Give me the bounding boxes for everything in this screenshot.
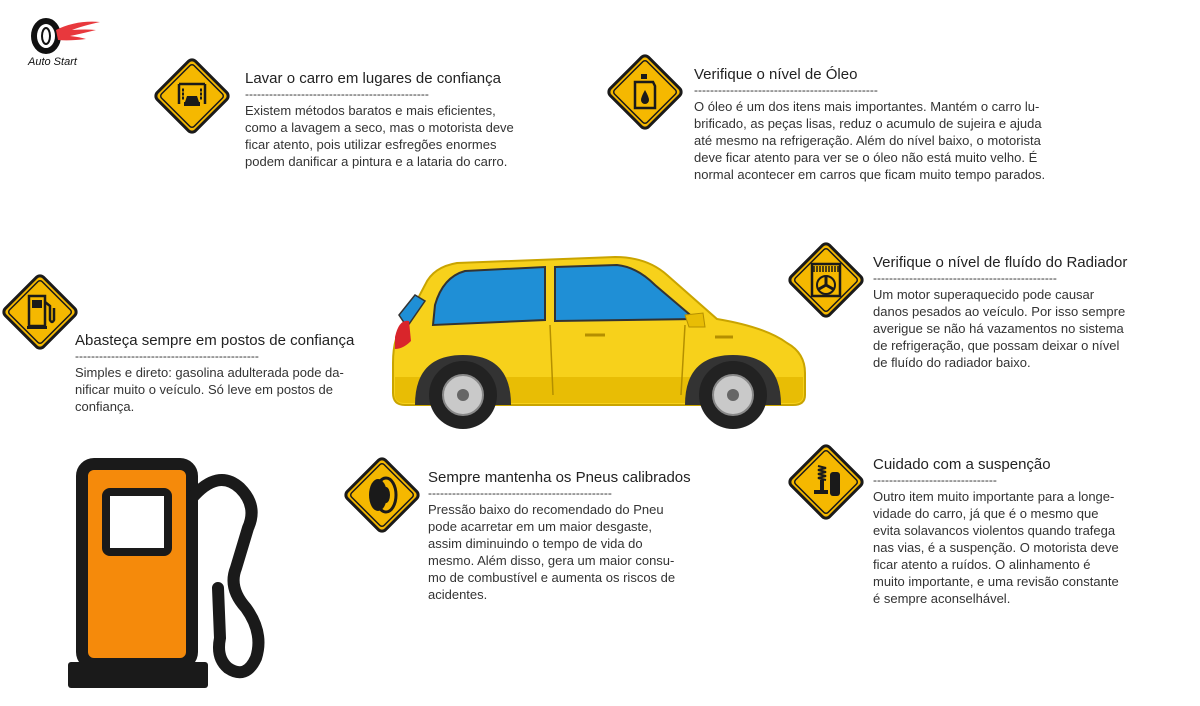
oil-text (694, 98, 1114, 183)
oil-line: O óleo é um dos itens mais importantes. Mantém o carro lu- (694, 99, 1040, 114)
suspension-line: evita solavancos violentos quando trafega (873, 523, 1116, 538)
suspension-line: muito importante, e uma revisão constante (873, 574, 1119, 589)
oil-line: normal acontecer em carros que ficam muito tempo parados. (694, 167, 1046, 182)
radiator-line: de refrigeração, que possam deixar o nível (873, 338, 1120, 353)
fuel-text (75, 364, 375, 415)
tires-section (428, 469, 728, 603)
suspension-line: ficar atento a ruídos. O alinhamento é (873, 557, 1091, 572)
wash-line: Existem métodos baratos e mais eficientes, (245, 103, 496, 118)
auto-start-logo-icon (26, 18, 106, 58)
car-icon (385, 245, 810, 430)
gas-pump-icon (68, 458, 288, 698)
radiator-line: de fluído do radiador baixo. (873, 355, 1031, 370)
radiator-line: Um motor superaquecido pode causar (873, 287, 1095, 302)
fuel-section (75, 332, 375, 415)
tire-sign (342, 455, 422, 540)
tires-line: acidentes. (428, 587, 488, 602)
tires-divider: ---------------------------------------------- (428, 487, 612, 499)
suspension-divider: ------------------------------- (873, 474, 997, 486)
suspension-line: Outro item muito importante para a longe- (873, 489, 1115, 504)
radiator-line: danos pesados ao veículo. Por isso sempre (873, 304, 1126, 319)
fuel-line: confiança. (75, 399, 135, 414)
suspension-section (873, 456, 1173, 607)
wash-divider: ---------------------------------------------- (245, 88, 429, 100)
wash-line: podem danificar a pintura e a lataria do carro. (245, 154, 508, 169)
tires-line: mo de combustível e aumenta os riscos de (428, 570, 676, 585)
oil-divider: ---------------------------------------------- (694, 84, 878, 96)
fuel-line: Simples e direto: gasolina adulterada pode da- (75, 365, 344, 380)
radiator-title: Verifique o nível de fluído do Radiador (873, 254, 1128, 271)
brand-logo (26, 18, 106, 74)
fuel-pump-illustration (68, 458, 288, 703)
car-wash-icon (152, 56, 232, 136)
tires-text (428, 501, 728, 603)
fuel-title: Abasteça sempre em postos de confiança (75, 332, 355, 349)
wash-line: ficar atento, pois utilizar esfregões enormes (245, 137, 497, 152)
car-wash-sign (152, 56, 232, 141)
tires-line: pode acarretar em um maior desgaste, (428, 519, 652, 534)
radiator-text (873, 286, 1173, 371)
radiator-section (873, 254, 1173, 371)
radiator-line: averigue se não há vazamentos no sistema (873, 321, 1124, 336)
fuel-line: nificar muito o veículo. Só leve em postos de (75, 382, 333, 397)
suspension-title: Cuidado com a suspenção (873, 456, 1051, 473)
suspension-line: é sempre aconselhável. (873, 591, 1011, 606)
wash-section (245, 70, 545, 170)
tire-icon (342, 455, 422, 535)
radiator-divider: ---------------------------------------------- (873, 272, 1057, 284)
oil-sign (605, 52, 685, 137)
oil-line: deve ficar atento para ver se o óleo não está muito velho. É (694, 150, 1038, 165)
suspension-line: vidade do carro, já que é o mesmo que (873, 506, 1099, 521)
oil-bottle-icon (605, 52, 685, 132)
fuel-divider: ---------------------------------------------- (75, 350, 259, 362)
suspension-icon (786, 442, 866, 522)
oil-line: brificado, as peças lisas, reduz o acumulo de sujeira e ajuda (694, 116, 1042, 131)
radiator-sign (786, 240, 866, 325)
suspension-line: nas vias, é a suspenção. O motorista deve (873, 540, 1119, 555)
radiator-fan-icon (786, 240, 866, 320)
wash-line: como a lavagem a seco, mas o motorista deve (245, 120, 514, 135)
brand-name: Auto Start (28, 56, 77, 68)
wash-text (245, 102, 545, 170)
oil-section (694, 66, 1114, 183)
fuel-pump-icon (0, 272, 80, 352)
tires-title: Sempre mantenha os Pneus calibrados (428, 469, 691, 486)
oil-line: até mesmo na refrigeração. Além do nível baixo, o motorista (694, 133, 1041, 148)
oil-title: Verifique o nível de Óleo (694, 66, 858, 83)
car-illustration (385, 245, 810, 435)
tires-line: Pressão baixo do recomendado do Pneu (428, 502, 664, 517)
suspension-sign (786, 442, 866, 527)
suspension-text (873, 488, 1173, 607)
tires-line: mesmo. Além disso, gera um maior consu- (428, 553, 675, 568)
wash-title: Lavar o carro em lugares de confiança (245, 70, 501, 87)
tires-line: assim diminuindo o tempo de vida do (428, 536, 643, 551)
fuel-sign (0, 272, 80, 357)
